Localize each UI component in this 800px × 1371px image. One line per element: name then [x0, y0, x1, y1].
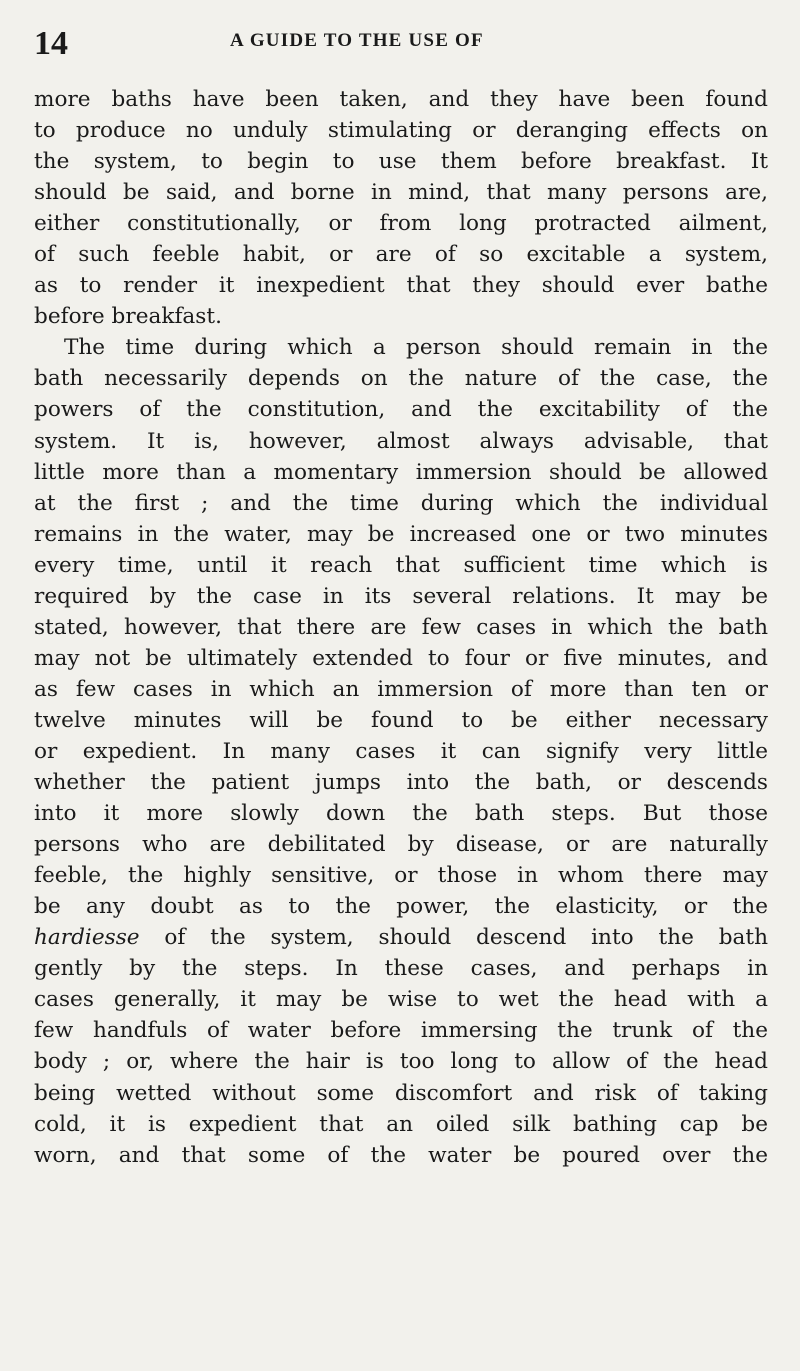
- text-line: cold, it is expedient that an oiled silk bathing cap be: [34, 1111, 768, 1137]
- text-line: or expedient. In many cases it can signify very little: [34, 738, 768, 764]
- text-line: into it more slowly down the bath steps. But those: [34, 801, 768, 827]
- paragraph-start-line: The time during which a person should remain in the: [64, 335, 768, 361]
- page-header: [34, 24, 774, 64]
- text-line: little more than a momentary immersion should be allowed: [34, 459, 768, 485]
- text-line: as few cases in which an immersion of more than ten or: [34, 676, 768, 702]
- text-line: worn, and that some of the water be poured over the: [34, 1142, 768, 1168]
- text-line: feeble, the highly sensitive, or those in whom there may: [34, 863, 768, 889]
- italic-term: hardiesse: [34, 925, 140, 951]
- text-line: body ; or, where the hair is too long to allow of the head: [34, 1049, 768, 1075]
- text-line: every time, until it reach that sufficient time which is: [34, 552, 768, 578]
- text-line: bath necessarily depends on the nature of the case, the: [34, 366, 768, 392]
- text-line: to produce no unduly stimulating or deranging effects on: [34, 118, 768, 144]
- text-line: the system, to begin to use them before breakfast. It: [34, 149, 768, 175]
- body-text: [34, 84, 768, 1171]
- text-line: be any doubt as to the power, the elasticity, or the: [34, 894, 768, 920]
- text-line: twelve minutes will be found to be either necessary: [34, 707, 768, 733]
- text-line: remains in the water, may be increased one or two minutes: [34, 521, 768, 547]
- text-line: may not be ultimately extended to four or five minutes, and: [34, 645, 768, 671]
- text-line: either constitutionally, or from long protracted ailment,: [34, 211, 768, 237]
- text-line: whether the patient jumps into the bath, or descends: [34, 770, 768, 796]
- text-line: few handfuls of water before immersing the trunk of the: [34, 1018, 768, 1044]
- text-line-with-italic: [34, 922, 768, 953]
- text-line: persons who are debilitated by disease, or are naturally: [34, 832, 768, 858]
- text-line: system. It is, however, almost always advisable, that: [34, 428, 768, 454]
- text-line: stated, however, that there are few cases in which the bath: [34, 614, 768, 640]
- paragraph-end-line: before breakfast.: [34, 304, 222, 330]
- text-line: powers of the constitution, and the excitability of the: [34, 397, 768, 423]
- text-line: cases generally, it may be wise to wet the head with a: [34, 987, 768, 1013]
- text-line: gently by the steps. In these cases, and perhaps in: [34, 956, 768, 982]
- text-line: more baths have been taken, and they have been found: [34, 87, 768, 112]
- text-line: required by the case in its several relations. It may be: [34, 583, 768, 609]
- text-line: should be said, and borne in mind, that many persons are,: [34, 180, 768, 206]
- text-line: being wetted without some discomfort and risk of taking: [34, 1080, 768, 1106]
- text-line: of such feeble habit, or are of so excitable a system,: [34, 242, 768, 268]
- page-number: 14: [34, 25, 68, 62]
- text-line: as to render it inexpedient that they should ever bathe: [34, 273, 768, 299]
- text-line: at the first ; and the time during which the individual: [34, 490, 768, 516]
- running-title: A GUIDE TO THE USE OF: [230, 30, 484, 51]
- text-line-rest: of the system, should descend into the bath: [139, 925, 768, 951]
